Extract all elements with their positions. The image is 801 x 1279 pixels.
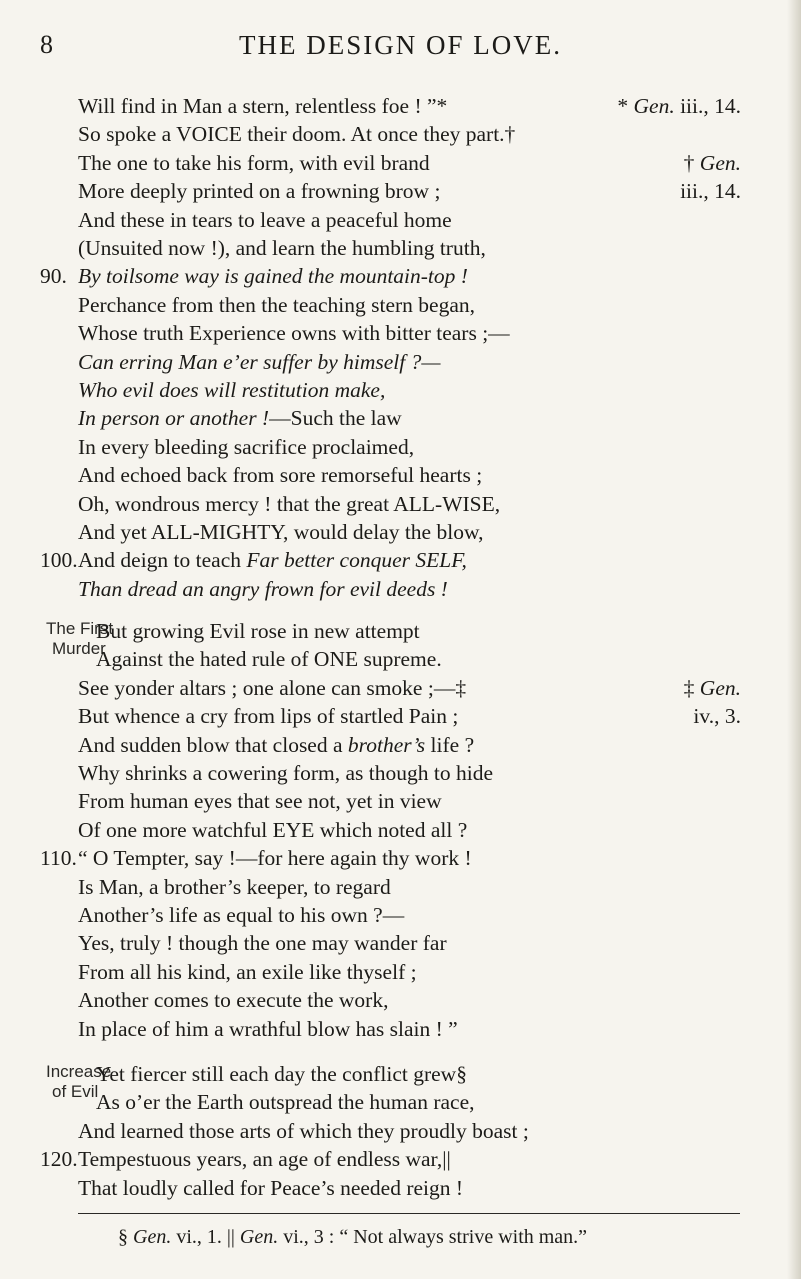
poem-line bbox=[0, 149, 801, 177]
marginal-citation: † Gen. bbox=[683, 150, 741, 175]
poem-line bbox=[0, 1060, 801, 1088]
poem-line bbox=[0, 844, 801, 872]
poem-line bbox=[0, 319, 801, 347]
page-header bbox=[0, 30, 801, 70]
line-text: Yet fiercer still each day the conflict grew§ bbox=[96, 1062, 467, 1086]
poem-line bbox=[0, 816, 801, 844]
line-text: And echoed back from sore remorseful hearts ; bbox=[78, 463, 483, 488]
line-text: See yonder altars ; one alone can smoke ;—‡ bbox=[78, 675, 467, 700]
margin-heading: of Evil bbox=[52, 1082, 99, 1101]
poem-line bbox=[0, 262, 801, 290]
poem-line bbox=[0, 518, 801, 546]
line-text: Against the hated rule of ONE supreme. bbox=[96, 647, 442, 672]
line-text: (Unsuited now !), and learn the humbling truth, bbox=[78, 236, 486, 260]
poem-line bbox=[0, 404, 801, 432]
poem-line bbox=[0, 702, 801, 730]
footnote: § Gen. vi., 1. || Gen. vi., 3 : “ Not always strive with man.” bbox=[118, 1226, 588, 1248]
poem-line bbox=[0, 1088, 801, 1116]
line-text: “ O Tempter, say !—for here again thy work ! bbox=[78, 846, 472, 871]
poem-line bbox=[0, 234, 801, 262]
line-text: That loudly called for Peace’s needed reign ! bbox=[78, 1175, 464, 1200]
line-text: The one to take his form, with evil brand bbox=[78, 150, 430, 175]
line-text: And yet ALL-MIGHTY, would delay the blow, bbox=[78, 520, 484, 544]
page-number: 8 bbox=[40, 30, 53, 59]
poem-line bbox=[0, 787, 801, 815]
line-text: And sudden blow that closed a brother’s life ? bbox=[78, 732, 475, 757]
poem-line bbox=[0, 929, 801, 957]
line-number: 120. bbox=[40, 1147, 78, 1172]
marginal-citation: iv., 3. bbox=[693, 704, 741, 729]
running-head: THE DESIGN OF LOVE. bbox=[239, 30, 562, 60]
line-text: Will find in Man a stern, relentless foe ! ”* bbox=[78, 94, 448, 118]
line-text: In person or another !—Such the law bbox=[78, 406, 402, 431]
poem-line bbox=[0, 291, 801, 319]
line-text: Tempestuous years, an age of endless war,|| bbox=[78, 1147, 451, 1172]
line-text: Another’s life as equal to his own ?— bbox=[78, 903, 405, 927]
footnote-rule bbox=[78, 1213, 740, 1214]
line-text: From all his kind, an exile like thyself ; bbox=[78, 959, 417, 984]
poem-line bbox=[0, 376, 801, 404]
margin-heading: Murder bbox=[52, 639, 106, 658]
line-number: 100. bbox=[40, 548, 78, 573]
poem-line bbox=[0, 958, 801, 986]
line-text: Perchance from then the teaching stern began, bbox=[78, 292, 475, 317]
line-number: 90. bbox=[40, 264, 67, 289]
line-text: Why shrinks a cowering form, as though to hide bbox=[78, 761, 493, 785]
poem-line bbox=[0, 546, 801, 574]
marginal-citation: iii., 14. bbox=[680, 179, 741, 204]
poem-line bbox=[0, 206, 801, 234]
line-text: And learned those arts of which they proudly boast ; bbox=[78, 1118, 529, 1143]
poem-line bbox=[0, 674, 801, 702]
poem-line bbox=[0, 645, 801, 673]
line-text: From human eyes that see not, yet in view bbox=[78, 789, 442, 814]
line-text: As o’er the Earth outspread the human race, bbox=[96, 1090, 475, 1115]
poem-line bbox=[0, 986, 801, 1014]
poem-line bbox=[0, 177, 801, 205]
line-text: Yes, truly ! though the one may wander far bbox=[78, 931, 447, 956]
line-text: Whose truth Experience owns with bitter tears ;— bbox=[78, 321, 510, 346]
line-text: Of one more watchful EYE which noted all ? bbox=[78, 817, 468, 842]
line-text: So spoke a VOICE their doom. At once they part.† bbox=[78, 122, 516, 147]
poem-line bbox=[0, 348, 801, 376]
page-edge-shadow bbox=[787, 0, 801, 1279]
poem-line bbox=[0, 1015, 801, 1043]
poem-line bbox=[0, 1174, 801, 1202]
marginal-citation: * Gen. iii., 14. bbox=[617, 94, 741, 118]
poem-line bbox=[0, 575, 801, 603]
line-text: Oh, wondrous mercy ! that the great ALL-WISE, bbox=[78, 491, 501, 516]
poem-line bbox=[0, 731, 801, 759]
margin-heading: Increase bbox=[46, 1062, 112, 1081]
poem-line bbox=[0, 617, 801, 645]
line-number: 110. bbox=[40, 846, 77, 871]
line-text: Than dread an angry frown for evil deeds ! bbox=[78, 576, 448, 601]
line-text: Who evil does will restitution make, bbox=[78, 378, 386, 402]
line-text: But growing Evil rose in new attempt bbox=[96, 619, 420, 643]
line-text: And these in tears to leave a peaceful home bbox=[78, 207, 452, 232]
line-text: And deign to teach Far better conquer SELF, bbox=[78, 548, 467, 573]
poem-line bbox=[0, 759, 801, 787]
line-text: In every bleeding sacrifice proclaimed, bbox=[78, 434, 415, 459]
marginal-citation: ‡ Gen. bbox=[683, 675, 741, 700]
poem-line bbox=[0, 1145, 801, 1173]
line-text: By toilsome way is gained the mountain-top ! bbox=[78, 264, 468, 289]
margin-heading: The First bbox=[46, 619, 114, 638]
line-text: But whence a cry from lips of startled Pain ; bbox=[78, 704, 459, 729]
line-text: Another comes to execute the work, bbox=[78, 988, 389, 1013]
poem-line bbox=[0, 120, 801, 148]
poem-line bbox=[0, 433, 801, 461]
line-text: In place of him a wrathful blow has slain ! ” bbox=[78, 1016, 458, 1041]
poem-line bbox=[0, 873, 801, 901]
poem-line bbox=[0, 1117, 801, 1145]
poem-line bbox=[0, 461, 801, 489]
line-text: Can erring Man e’er suffer by himself ?— bbox=[78, 349, 441, 374]
poem-line bbox=[0, 490, 801, 518]
poem-line bbox=[0, 901, 801, 929]
line-text: Is Man, a brother’s keeper, to regard bbox=[78, 874, 391, 899]
line-text: More deeply printed on a frowning brow ; bbox=[78, 179, 441, 204]
poem-line bbox=[0, 92, 801, 120]
